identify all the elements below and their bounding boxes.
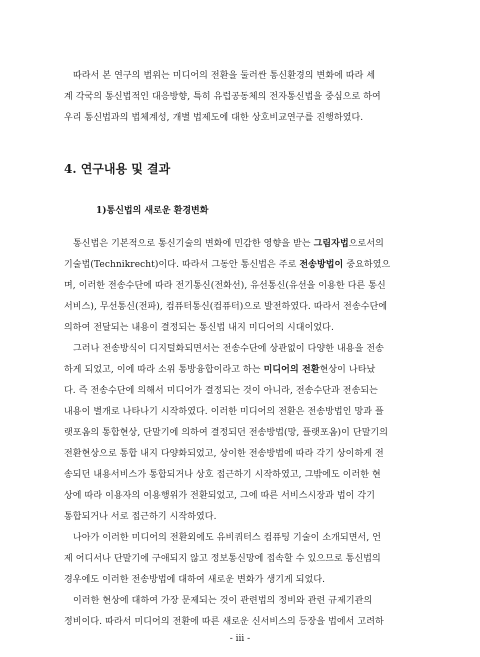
text-line: 다. 즉 전송수단에 의해서 미디어가 결정되는 것이 아니라, 전송수단과 전송되는	[64, 386, 378, 396]
text-line: 랫포옴의 통합현상, 단말기에 의하여 결정되던 전송방법(망, 플랫포옴)이 단말기의	[64, 428, 389, 438]
text-line: 그러나 전송방식이 디지털화되면서는 전송수단에 상관없이 다양한 내용을 전송	[73, 344, 384, 354]
text-line: 우리 통신법과의 법체계성, 개별 법제도에 대한 상호비교연구를 진행하였다.	[64, 113, 364, 123]
text-line: 정비이다. 따라서 미디어의 전환에 따른 새로운 신서비스의 등장을 법에서 고려하	[64, 617, 384, 627]
text-line: 나아가 이러한 미디어의 전환외에도 유비쿼터스 컴퓨팅 기술이 소개되면서, 언	[73, 533, 382, 543]
text-line: 제 어디서나 단말기에 구애되지 않고 정보통신망에 접속할 수 있으므로 통신법의	[64, 554, 381, 564]
text-line: 의하여 전달되는 내용이 결정되는 통신법 내지 미디어의 시대이었다.	[64, 323, 334, 333]
intro-paragraph	[64, 66, 420, 129]
section-heading: 4. 연구내용 및 결과	[64, 162, 171, 176]
text-line: 따라서 본 연구의 범위는 미디어의 전환을 둘러싼 통신환경의 변화에 따라 세	[73, 71, 376, 81]
text-line: 계 각국의 통신법적인 대응방향, 특히 유럽공동체의 전자통신법을 중심으로 하여	[64, 92, 381, 102]
text-line: 기술법(Technikrecht)이다. 따라서 그동안 통신법은 주로 전송방법이 중요하였으	[64, 260, 391, 270]
text-line: 이러한 현상에 대하여 가장 문제되는 것이 관련법의 정비와 관련 규제기관의	[73, 596, 373, 606]
text-line: 내용이 별개로 나타나기 시작하였다. 이러한 미디어의 전환은 전송방법인 망과 플	[64, 407, 384, 417]
text-line: 통합되거나 서로 접근하기 시작하였다.	[64, 512, 217, 522]
text-line: 경우에도 이러한 전송방법에 대하여 새로운 변화가 생기게 되었다.	[64, 575, 326, 585]
text-line: 전환현상으로 통합 내지 다양화되었고, 상이한 전송방법에 따라 각기 상이하게 전	[64, 449, 384, 459]
text-line: 통신법은 기본적으로 통신기술의 변화에 민감한 영향을 받는 그림자법으로서의	[73, 239, 384, 249]
text-line: 하게 되었고, 이에 따라 소위 통방융합이라고 하는 미디어의 전환현상이 나타났	[64, 365, 376, 375]
paragraph-2	[64, 339, 420, 528]
subsection-heading: 1)통신법의 새로운 환경변화	[96, 206, 209, 216]
text-line: 며, 이러한 전송수단에 따라 전기통신(전화선), 유선통신(유선을 이용한 다른 통신	[64, 281, 386, 291]
paragraph-4	[64, 591, 420, 633]
page-number: - iii -	[229, 634, 251, 644]
text-line: 서비스), 무선통신(전파), 컴퓨터통신(컴퓨터)으로 발전하였다. 따라서 전송수단에	[64, 302, 388, 312]
paragraph-3	[64, 528, 420, 591]
emphasis-text: 미디어의 전환	[263, 365, 320, 375]
emphasis-text: 그림자법	[313, 239, 349, 249]
paragraph-1	[64, 234, 420, 339]
text-line: 상에 따라 이용자의 이용행위가 전환되었고, 그에 따른 서비스시장과 법이 각기	[64, 491, 376, 501]
text-line: 송되던 내용서비스가 통합되거나 상호 접근하기 시작하였고, 그밖에도 이러한 현	[64, 470, 381, 480]
emphasis-text: 전송방법이	[299, 260, 344, 270]
